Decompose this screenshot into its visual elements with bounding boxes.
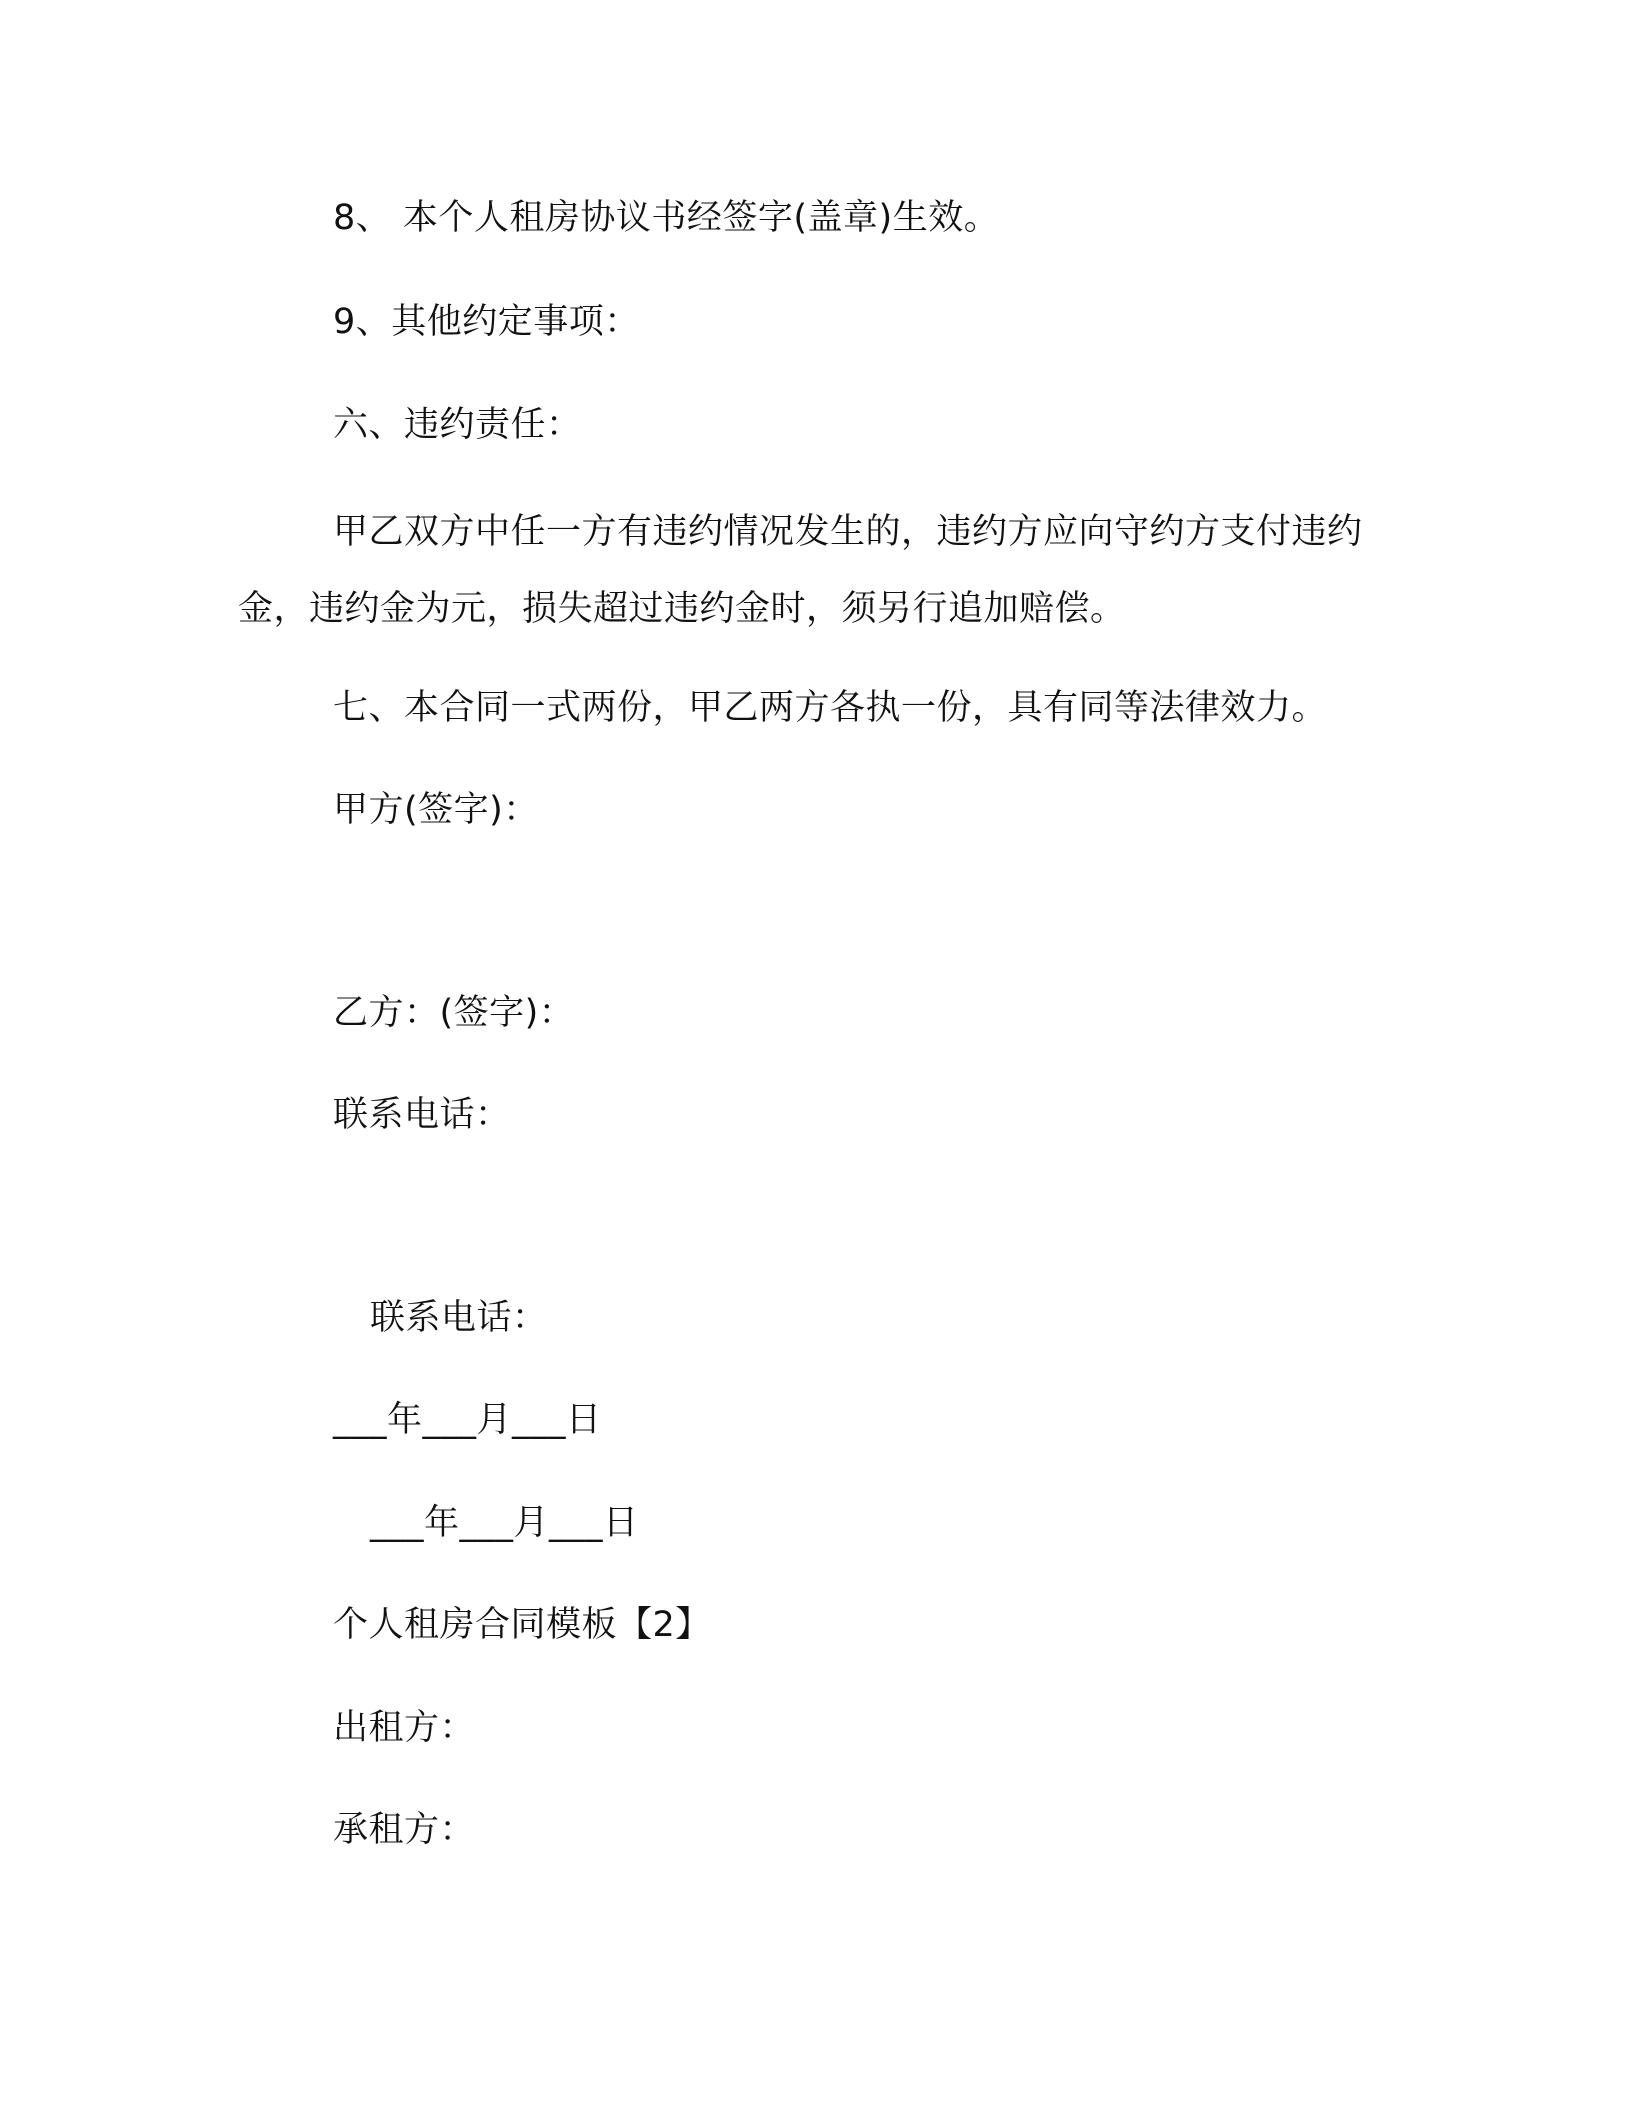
section-6-body: 甲乙双方中任一方有违约情况发生的，违约方应向守约方支付违约金，违约金为元，损失超过违约金时，须另行追加赔偿。 bbox=[238, 512, 1363, 629]
party-b-signature-label: 乙方：(签字)： bbox=[333, 993, 575, 1033]
clause-9: 9、其他约定事项： bbox=[333, 302, 640, 342]
lessor-label: 出租方： bbox=[333, 1708, 476, 1748]
template-2-title: 个人租房合同模板【2】 bbox=[333, 1605, 711, 1645]
party-a-signature-label: 甲方(签字)： bbox=[333, 790, 539, 830]
date-b: ___年___月___日 bbox=[370, 1503, 639, 1543]
section-6-heading: 六、违约责任： bbox=[333, 405, 582, 445]
date-a: ___年___月___日 bbox=[333, 1400, 602, 1440]
lessee-label: 承租方： bbox=[333, 1810, 476, 1850]
contact-phone-b-label: 联系电话： bbox=[370, 1298, 548, 1338]
contact-phone-a-label: 联系电话： bbox=[333, 1095, 511, 1135]
clause-8: 8、 本个人租房协议书经签字(盖章)生效。 bbox=[333, 198, 1000, 238]
section-7: 七、本合同一式两份，甲乙两方各执一份，具有同等法律效力。 bbox=[333, 688, 1328, 728]
